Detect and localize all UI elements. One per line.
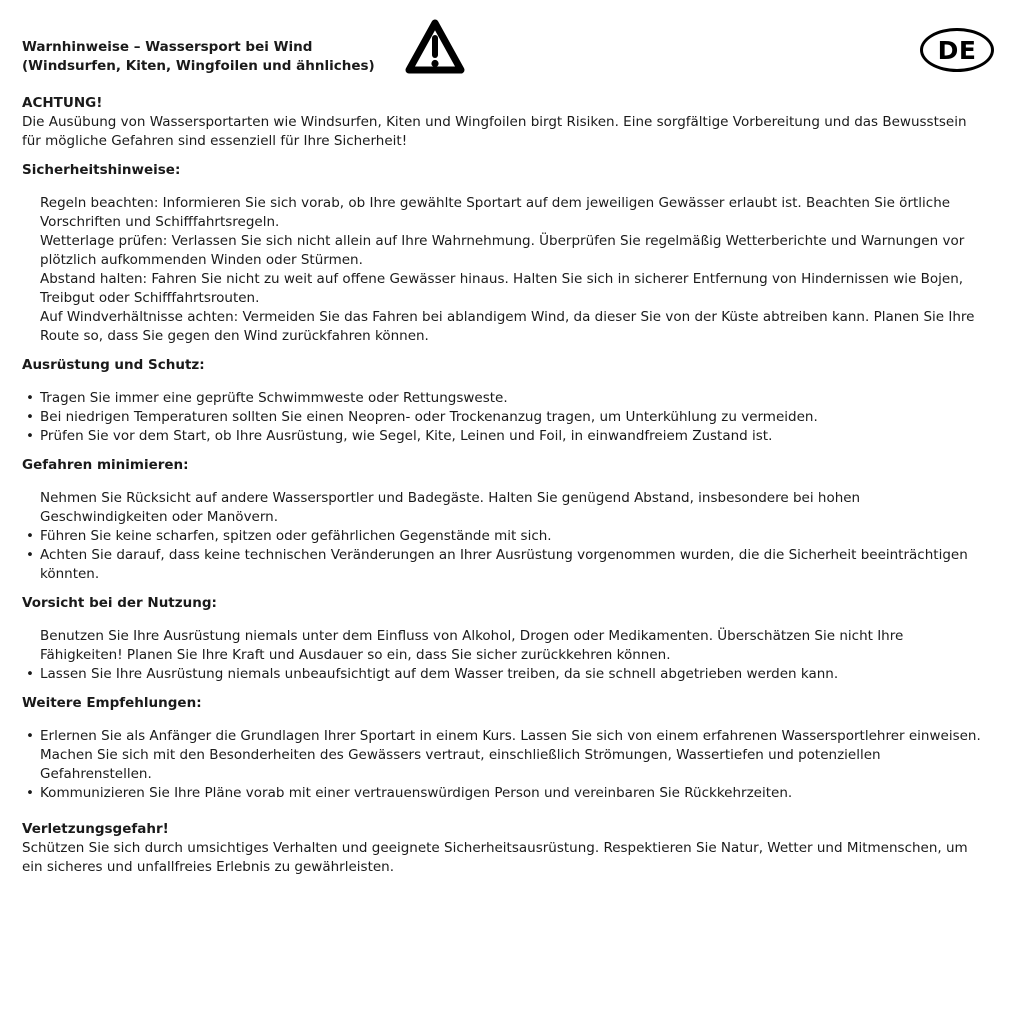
- warning-triangle-icon: [404, 15, 466, 77]
- section-heading: Sicherheitshinweise:: [22, 162, 181, 178]
- section-gefahren-minimieren: [22, 456, 986, 584]
- list-item: Abstand halten: Fahren Sie nicht zu weit auf offene Gewässer hinaus. Halten Sie sich in sicherer Entfernung von Hindernissen wie Bojen, Treibgut oder Schifffahrtsrouten.: [40, 271, 964, 306]
- section-heading: Ausrüstung und Schutz:: [22, 357, 205, 373]
- footer-text: Schützen Sie sich durch umsichtiges Verhalten und geeignete Sicherheitsausrüstung. Respektieren Sie Natur, Wetter und Mitmenschen, um ein sicheres und unfallfreies Erlebnis zu gewährleisten.: [22, 840, 968, 875]
- section-sicherheitshinweise: [22, 161, 986, 346]
- list-item: • Kommunizieren Sie Ihre Pläne vorab mit einer vertrauenswürdigen Person und vereinbaren Sie Rückkehrzeiten.: [22, 784, 986, 803]
- list-item: • Führen Sie keine scharfen, spitzen oder gefährlichen Gegenstände mit sich.: [22, 527, 986, 546]
- list-item: Wetterlage prüfen: Verlassen Sie sich nicht allein auf Ihre Wahrnehmung. Überprüfen Sie regelmäßig Wetterberichte und Warnungen vor plötzlich aufkommenden Winden oder Stürmen.: [40, 233, 965, 268]
- list-item: • Lassen Sie Ihre Ausrüstung niemals unbeaufsichtigt auf dem Wasser treiben, da sie schnell abgetrieben werden kann.: [22, 665, 986, 684]
- section-heading: Vorsicht bei der Nutzung:: [22, 595, 217, 611]
- language-badge-label: DE: [937, 35, 977, 65]
- section-heading-achtung: ACHTUNG!: [22, 95, 103, 111]
- list-item: Auf Windverhältnisse achten: Vermeiden Sie das Fahren bei ablandigem Wind, da dieser Sie von der Küste abtreiben kann. Planen Sie Ihre Route so, dass Sie gegen den Wind zurückfahren können.: [40, 309, 975, 344]
- list-item: • Achten Sie darauf, dass keine technischen Veränderungen an Ihrer Ausrüstung vorgenommen wurden, die die Sicherheit beeinträchtigen könnten.: [22, 546, 986, 584]
- section-heading: Weitere Empfehlungen:: [22, 695, 202, 711]
- page-title: [22, 38, 375, 76]
- document-body: [0, 94, 1020, 877]
- language-badge: [920, 28, 994, 72]
- list-item: • Bei niedrigen Temperaturen sollten Sie einen Neopren- oder Trockenanzug tragen, um Unterkühlung zu vermeiden.: [22, 408, 986, 427]
- list-item: Machen Sie sich mit den Besonderheiten des Gewässers vertraut, einschließlich Strömungen, Wassertiefen und potenziellen Gefahrenstellen.: [40, 747, 881, 782]
- section-vorsicht-bei-der-nutzung: [22, 594, 986, 684]
- list-item: Benutzen Sie Ihre Ausrüstung niemals unter dem Einfluss von Alkohol, Drogen oder Medikamenten. Überschätzen Sie nicht Ihre Fähigkeiten! Planen Sie Ihre Kraft und Ausdauer so ein, dass Sie sicher zurückkehren können.: [40, 628, 904, 663]
- section-heading-verletzungsgefahr: Verletzungsgefahr!: [22, 821, 169, 837]
- list-item: Regeln beachten: Informieren Sie sich vorab, ob Ihre gewählte Sportart auf dem jeweiligen Gewässer erlaubt ist. Beachten Sie örtliche Vorschriften und Schifffahrtsregeln.: [40, 195, 951, 230]
- section-ausruestung-und-schutz: [22, 356, 986, 446]
- intro-text: Die Ausübung von Wassersportarten wie Windsurfen, Kiten und Wingfoilen birgt Risiken. Eine sorgfältige Vorbereitung und das Bewusstsein für mögliche Gefahren sind essenziell für Ihre Sicherheit!: [22, 114, 967, 149]
- document-header: [0, 0, 1020, 77]
- section-heading: Gefahren minimieren:: [22, 457, 189, 473]
- list-item: • Prüfen Sie vor dem Start, ob Ihre Ausrüstung, wie Segel, Kite, Leinen und Foil, in einwandfreiem Zustand ist.: [22, 427, 986, 446]
- list-item: • Tragen Sie immer eine geprüfte Schwimmweste oder Rettungsweste.: [22, 389, 986, 408]
- page-title-line1: Warnhinweise – Wassersport bei Wind: [22, 39, 313, 55]
- list-item: • Erlernen Sie als Anfänger die Grundlagen Ihrer Sportart in einem Kurs. Lassen Sie sich von einem erfahrenen Wassersportlehrer einweisen.: [22, 727, 986, 746]
- section-weitere-empfehlungen: [22, 694, 986, 803]
- list-item: Nehmen Sie Rücksicht auf andere Wassersportler und Badegäste. Halten Sie genügend Abstand, insbesondere bei hohen Geschwindigkeiten oder Manövern.: [40, 490, 861, 525]
- page-title-line2: (Windsurfen, Kiten, Wingfoilen und ähnliches): [22, 58, 375, 74]
